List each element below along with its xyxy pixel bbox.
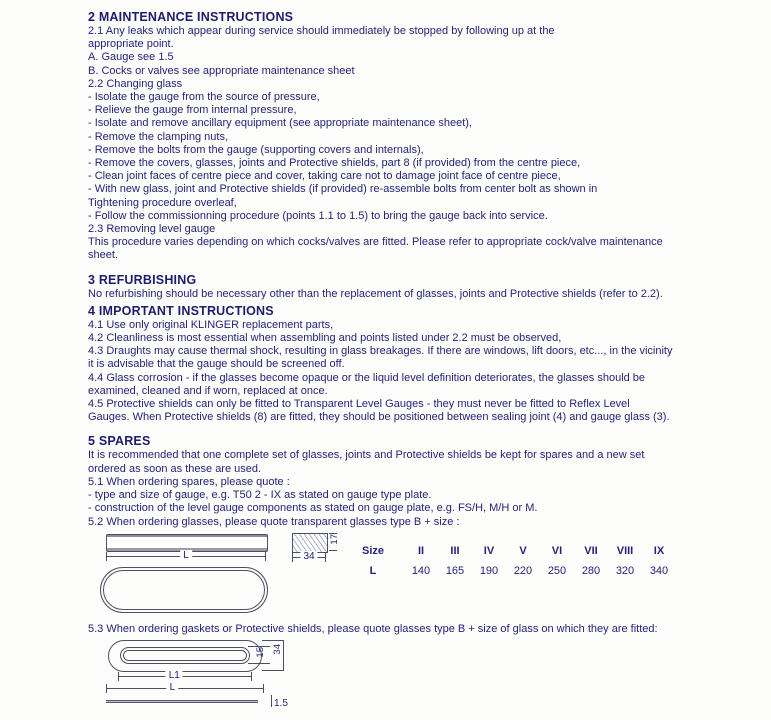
dimension-label: 34: [300, 551, 317, 562]
shield-strip-drawing: [106, 700, 258, 703]
text-line: appropriate point.: [88, 38, 174, 51]
text-line: - Remove the bolts from the gauge (supporting covers and internals),: [88, 143, 424, 156]
dimension-label-strip-thickness: 1.5: [274, 697, 288, 709]
gasket-plan-view-drawing: [108, 640, 262, 672]
figure-glass-dimensions: [88, 529, 753, 623]
dimension-tick: [248, 663, 270, 664]
dimension-label-inner-height: 15: [255, 646, 266, 658]
dimension-width: [292, 550, 326, 562]
dimension-tick: [262, 670, 284, 671]
table-length-value: 220: [513, 564, 533, 577]
text-line: - Clean joint faces of centre piece and cover, taking care not to damage joint face of centre piece,: [88, 170, 561, 183]
text-line: No refurbishing should be necessary other than the replacement of glasses, joints and Protective shields (refer to 2.2).: [88, 287, 663, 300]
section-maintenance-instructions: [88, 9, 753, 263]
table-length-value: 165: [445, 564, 465, 577]
text-line: it is advisable that the gauge should be screened off.: [88, 358, 345, 371]
text-line: Tightening procedure overleaf,: [88, 196, 237, 209]
table-length-value: 340: [649, 564, 669, 577]
table-size-column: V: [519, 544, 527, 557]
gasket-opening-line: [120, 647, 250, 664]
dimension-line-vertical: [283, 640, 284, 671]
glass-plan-inner-line: [103, 570, 265, 610]
text-line: - Isolate the gauge from the source of pressure,: [88, 91, 320, 104]
text-line: - Remove the covers, glasses, joints and Protective shields, part 8 (if provided) from the centre piece,: [88, 157, 581, 170]
text-line: 4.2 Cleanliness is most essential when assembling and points listed under 2.2 must be observed,: [88, 332, 562, 345]
table-header-cells: [404, 545, 676, 558]
figure-gasket-dimensions: [88, 636, 753, 720]
table-size-column: III: [450, 544, 460, 557]
text-line: examined, cleaned and if worn, replaced at once.: [88, 384, 328, 397]
dimension-label: L: [167, 682, 179, 693]
text-line: 5.1 When ordering spares, please quote :: [88, 475, 290, 488]
table-length-value: 280: [581, 564, 601, 577]
text-line: - construction of the level gauge components as stated on gauge plate, e.g. FS/H, M/H or M.: [88, 502, 538, 515]
text-line: - Follow the commissionning procedure (points 1.1 to 1.5) to bring the gauge back into service.: [88, 209, 548, 222]
table-value-row: [350, 565, 676, 578]
text-line: 4.1 Use only original KLINGER replacement parts,: [88, 318, 334, 331]
text-line: sheet.: [88, 249, 118, 262]
section-body: [88, 25, 753, 263]
table-length-value: 250: [547, 564, 567, 577]
table-size-column: VIII: [616, 544, 634, 557]
text-line: - Isolate and remove ancillary equipment (see appropriate maintenance sheet),: [88, 117, 472, 130]
section-spares: [88, 433, 753, 528]
dimension-tick: [329, 550, 337, 551]
dimension-tick: [262, 640, 284, 641]
text-line: 2.3 Removing level gauge: [88, 223, 216, 236]
section-heading: 3 REFURBISHING: [88, 272, 197, 287]
section-important-instructions: [88, 303, 753, 425]
text-line: 4.5 Protective shields can only be fitted to Transparent Level Gauges - they must never be fitted to Reflex Level: [88, 398, 630, 411]
section-heading: 5 SPARES: [88, 434, 151, 449]
table-size-column: VII: [584, 544, 598, 557]
dimension-line: [106, 688, 264, 689]
text-line: ordered as soon as these are used.: [88, 462, 262, 475]
section-body: [88, 288, 753, 301]
text-line: This procedure varies depending on which cocks/valves are fitted. Please refer to appropriate cock/valve maintenance: [88, 236, 663, 249]
glass-size-table: [350, 545, 676, 578]
text-line: B. Cocks or valves see appropriate maintenance sheet: [88, 64, 355, 77]
table-length-value: 140: [411, 564, 431, 577]
table-value-cells: [404, 565, 676, 578]
table-header-row: [350, 545, 676, 558]
glass-plan-view-drawing: [100, 567, 268, 613]
text-line: 2.2 Changing glass: [88, 77, 183, 90]
section-heading: 2 MAINTENANCE INSTRUCTIONS: [88, 10, 294, 24]
text-line: Gauges. When Protective shields (8) are fitted, they should be positioned between sealing joint (4) and gauge glass (3).: [88, 411, 670, 424]
text-line: 5.2 When ordering glasses, please quote transparent glasses type B + size :: [88, 515, 460, 528]
text-line: 4.4 Glass corrosion - if the glasses become opaque or the liquid level definition deteriorates, the glasses should be: [88, 371, 646, 384]
text-line: 2.1 Any leaks which appear during service should immediately be stopped by following up at the: [88, 25, 555, 37]
table-size-column: VI: [551, 544, 563, 557]
text-line: A. Gauge see 1.5: [88, 51, 174, 64]
line-5-3: 5.3 When ordering gaskets or Protective shields, please quote glasses type B + size of glass on which they are fitted:: [88, 622, 658, 635]
dimension-label: L: [180, 550, 192, 561]
section-refurbishing: [88, 272, 753, 301]
text-line: - type and size of gauge, e.g. T50 2 - IX as stated on gauge type plate.: [88, 489, 432, 502]
table-length-value: 320: [615, 564, 635, 577]
table-size-column: IX: [653, 544, 665, 557]
dimension-length: [106, 549, 266, 561]
dimension-label-thickness: 17: [329, 533, 340, 545]
dimension-label-outer-height: 34: [272, 643, 283, 655]
glass-cross-section-drawing: [292, 533, 328, 553]
dimension-line: [118, 676, 252, 677]
text-line: - With new glass, joint and Protective shields (if provided) re-assemble bolts from center bolt as shown in: [88, 183, 598, 196]
table-size-column: IV: [483, 544, 495, 557]
dimension-label: L1: [166, 670, 183, 681]
dimension-tick: [271, 695, 272, 707]
section-body: [88, 319, 753, 425]
gasket-opening-inner-line: [123, 650, 247, 661]
table-header-size: Size: [361, 544, 384, 557]
table-size-column: II: [417, 544, 425, 557]
table-length-value: 190: [479, 564, 499, 577]
text-line: - Relieve the gauge from internal pressure,: [88, 104, 297, 117]
section-heading: 4 IMPORTANT INSTRUCTIONS: [88, 303, 274, 318]
text-line: 4.3 Draughts may cause thermal shock, resulting in glass breakages. If there are windows, lift doors, etc..., in the vicinity: [88, 345, 673, 358]
text-line: - Remove the clamping nuts,: [88, 130, 229, 143]
dimension-outer-length: [106, 681, 264, 693]
table-row-label: L: [369, 564, 377, 577]
dimension-inner-length: [118, 669, 252, 681]
section-body: [88, 449, 753, 528]
text-line: It is recommended that one complete set of glasses, joints and Protective shields be kept for spares and a new set: [88, 449, 645, 462]
